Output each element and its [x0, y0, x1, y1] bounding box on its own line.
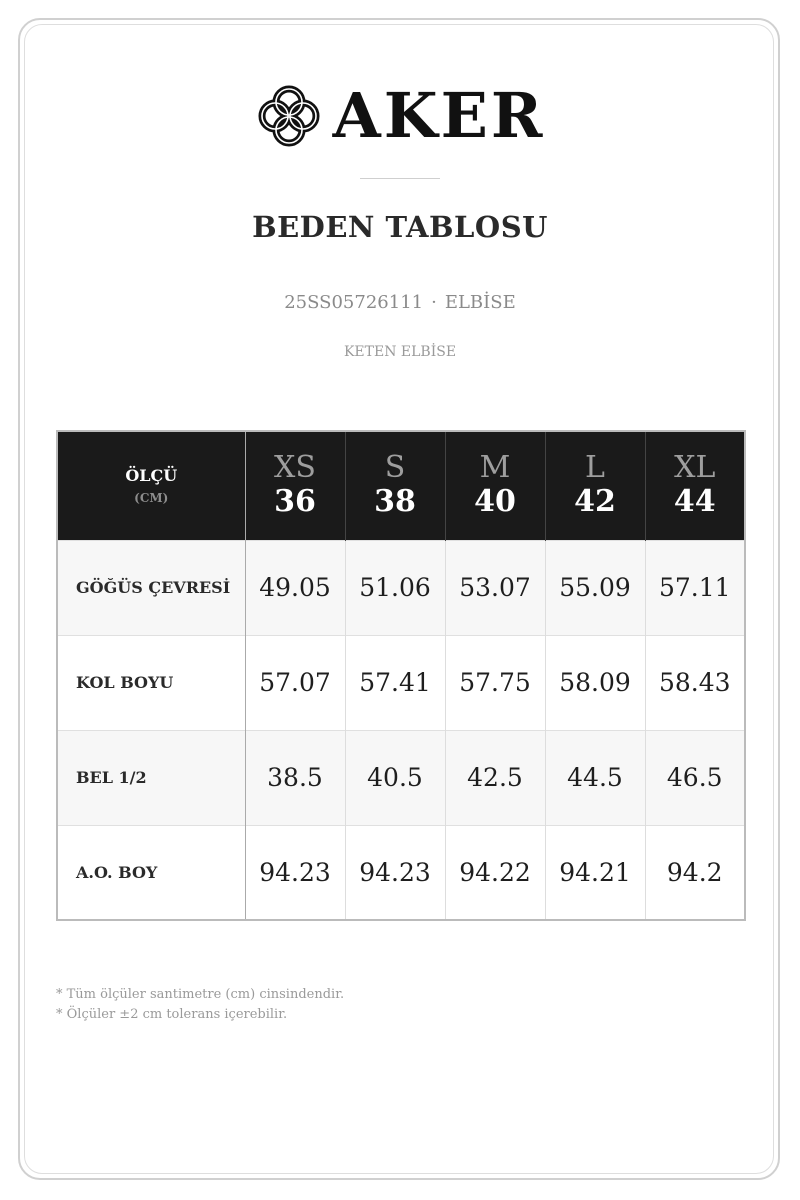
table-cell: 46.5: [645, 730, 745, 825]
size-number: 38: [374, 484, 416, 520]
brand-wordmark: AKER: [332, 79, 546, 152]
table-cell: 58.43: [645, 635, 745, 730]
size-header-xs: [245, 431, 345, 540]
table-header-row: [57, 431, 745, 540]
product-meta: [0, 292, 800, 313]
table-row-bel: [57, 730, 745, 825]
table-cell: 94.21: [545, 825, 645, 920]
size-header-s: [345, 431, 445, 540]
size-header-xl: [645, 431, 745, 540]
table-cell: 38.5: [245, 730, 345, 825]
row-label: KOL BOYU: [57, 635, 245, 730]
size-number: 44: [673, 484, 716, 520]
page-title: BEDEN TABLOSU: [252, 210, 548, 244]
size-number: 42: [574, 484, 616, 520]
row-label: A.O. BOY: [57, 825, 245, 920]
size-number: 36: [274, 484, 316, 520]
table-cell: 94.23: [245, 825, 345, 920]
size-letter: XS: [274, 450, 316, 486]
size-letter: L: [585, 450, 605, 486]
size-header-l: [545, 431, 645, 540]
table-cell: 42.5: [445, 730, 545, 825]
table-row-ao-boy: [57, 825, 745, 920]
size-header-m: [445, 431, 545, 540]
meta-separator: ·: [431, 292, 437, 313]
size-letter: XL: [674, 450, 716, 486]
product-category: ELBİSE: [444, 292, 516, 313]
table-cell: 57.75: [445, 635, 545, 730]
size-letter: S: [384, 450, 406, 486]
measure-header-title: ÖLÇÜ: [125, 466, 178, 486]
footnotes: [56, 985, 344, 1025]
title-divider: [360, 178, 440, 179]
row-label: BEL 1/2: [57, 730, 245, 825]
table-cell: 94.23: [345, 825, 445, 920]
size-number: 40: [474, 484, 516, 520]
brand-logo: [0, 76, 800, 156]
size-letter: M: [479, 450, 511, 486]
table-cell: 58.09: [545, 635, 645, 730]
table-cell: 51.06: [345, 540, 445, 635]
size-chart-table: [56, 430, 746, 921]
aker-knot-logo-icon: [255, 82, 323, 150]
table-cell: 55.09: [545, 540, 645, 635]
row-label: GÖĞÜS ÇEVRESİ: [57, 540, 245, 635]
table-cell: 44.5: [545, 730, 645, 825]
product-name: KETEN ELBİSE: [343, 344, 457, 360]
footnote-unit: * Tüm ölçüler santimetre (cm) cinsindendir.: [56, 987, 345, 1002]
table-row-gogus-cevresi: [57, 540, 745, 635]
table-cell: 53.07: [445, 540, 545, 635]
measure-header-cell: [57, 431, 245, 540]
table-cell: 94.2: [645, 825, 745, 920]
table-cell: 94.22: [445, 825, 545, 920]
table-cell: 57.11: [645, 540, 745, 635]
table-cell: 57.41: [345, 635, 445, 730]
table-cell: 40.5: [345, 730, 445, 825]
footnote-tolerance: * Ölçüler ±2 cm tolerans içerebilir.: [56, 1007, 288, 1022]
measure-header-unit: (CM): [134, 491, 169, 506]
table-cell: 57.07: [245, 635, 345, 730]
table-cell: 49.05: [245, 540, 345, 635]
table-row-kol-boyu: [57, 635, 745, 730]
product-code: 25SS05726111: [284, 292, 424, 313]
